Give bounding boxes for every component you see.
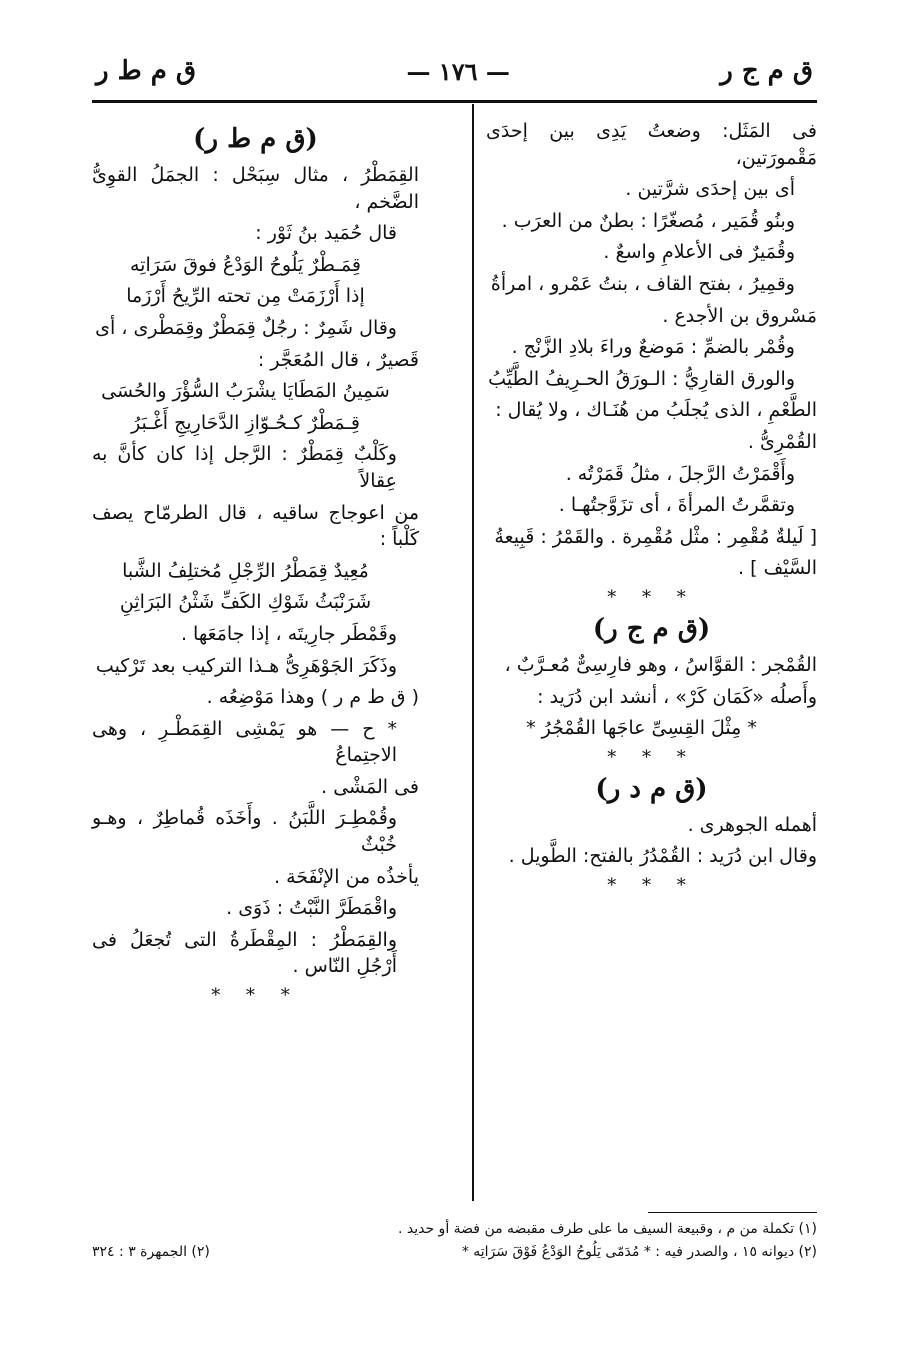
page-number: — ١٧٦ — <box>406 56 510 86</box>
section-title: (ق م ط ر) <box>193 124 318 154</box>
section-separator: * * * <box>607 586 696 608</box>
text-line: وقال ابن دُرَيد : القُمْدُرُ بالفتح: الطَّويل . <box>508 845 817 868</box>
text-line: يأخذُه من الإنْفَحَة . <box>273 865 419 888</box>
section-separator: * * * <box>607 874 696 896</box>
text-line: أهمله الجوهرى . <box>687 813 817 836</box>
text-line: وقُمْطِـرَ اللَّبَنُ . وأَخَذَه قُماطِرٌ ، وهـو خُبْثٌ <box>92 807 397 857</box>
header-rule <box>92 100 817 103</box>
section-title: (ق م ج ر) <box>592 613 711 644</box>
text-line: وذَكَرَ الجَوْهَرِىُّ هـذا التركيب بعد تَرْكيب <box>95 654 397 677</box>
text-line: وأَقْمَرْتُ الرَّجلَ ، مثلُ قَمَرْتُه . <box>565 462 795 485</box>
text-line: فى المَشْى . <box>321 775 419 798</box>
text-line: فى المَثَل: وضعتُ يَدِى بين إحدَى مَقْمورَتين، <box>486 120 817 169</box>
text-line: وأَصلُه «كَمَان كَرْ» ، أنشد ابن دُرَيد : <box>537 685 817 708</box>
text-line: وقمِيرُ ، بفتح القاف ، بنتُ عَمْرو ، امرأةُ <box>490 272 795 295</box>
verse-line: قِمَـطْرٌ يَلُوحُ الوَدْعُ فوقَ سَرَاتِه <box>130 253 361 276</box>
text-line: الطَّعْمِ ، الذى يُجلَبُ من هُنَـاك ، ولا يُقال : <box>495 399 817 422</box>
text-line: قَصيرٌ ، قال المُعَجَّر : <box>257 348 419 371</box>
section-separator: * * * <box>607 746 696 768</box>
footnote-row <box>92 1241 817 1264</box>
verse-line: إذا أَرْزَمَتْ مِن تحته الرِّيحُ أَرْزَما <box>126 285 365 308</box>
text-line: القُمْرِىُّ . <box>747 430 817 453</box>
verse-line: قِـمَطْرٌ كـحُـوّازِ الدَّحَارِيجِ أَغْـبَرُ <box>131 411 360 434</box>
verse-line: شَرَنْبَثُ شَوْكِ الكَفِّ شَثْنُ البَرَاثِنِ <box>119 591 372 614</box>
text-line: وقُمْر بالضمِّ : مَوضعٌ وراءَ بلادِ الزَّنْج . <box>511 336 795 359</box>
page-header <box>96 48 813 94</box>
text-line: * ح — هو يَمْشِى القِمَطْـرِ ، وهى الاجتِماعُ <box>92 717 397 767</box>
section-title: (ق م د ر) <box>595 773 708 804</box>
text-line: قال حُمَيد بنُ ثَوْر : <box>255 222 397 245</box>
text-line: وكَلْبٌ قِمَطْرٌ : الرَّجل إذا كان كأنَّ به عِقالاً <box>92 443 397 492</box>
footnote-rule <box>648 1212 817 1213</box>
text-line: [ لَيلةٌ مُقْمِر : مثْل مُقْمِرة . والقَمْرُ : قَبِيعةُ <box>494 525 817 548</box>
text-line: واقْمَطَرَّ النَّبْتُ : ذَوَى . <box>226 897 397 920</box>
text-line: القِمَطْرُ ، مثال سِبَحْل : الجمَلُ القوِىُّ الضَّخم ، <box>92 164 419 213</box>
verse-line: * مِثْلَ القِسِىِّ عاجَها القُمْجُرُ * <box>526 717 757 740</box>
footnote-3: (٢) الجمهرة ٣ : ٣٢٤ <box>92 1244 210 1261</box>
text-line: والقِمَطْرُ : المِقْطَرةُ التى تُجعَلُ فى أَرْجُلِ النّاس . <box>92 928 397 978</box>
text-line: وقَمْطَر جارِيتَه ، إذا جامَعَها . <box>180 622 397 645</box>
text-line: من اعوجاج ساقيه ، قال الطرمّاح يصف كَلْباً : <box>92 501 419 551</box>
right-column <box>486 118 817 1201</box>
text-line: وقُمَيرٌ فى الأعلامِ واسعٌ . <box>603 241 795 264</box>
text-line: والورق القارِيُّ : الـورَقُ الحـرِيفُ الطَّيِّبُ <box>488 367 795 390</box>
text-line: ( ق ط م ر ) وهذا مَوْضِعُه . <box>206 686 419 709</box>
text-line: وبنُو قُمَير ، مُصغّرًا : بطنٌ من العرَب . <box>501 209 795 232</box>
left-column <box>92 118 419 1201</box>
header-left-root: ق م ط ر <box>96 56 197 86</box>
text-line: مَسْروق بن الأجدع . <box>662 304 817 327</box>
footnotes <box>92 1218 817 1264</box>
section-separator: * * * <box>211 985 300 1007</box>
column-divider <box>472 104 474 1201</box>
text-line: أى بين إحدَى شرَّتين . <box>625 178 795 201</box>
text-line: وتقمَّرتُ المرأةَ ، أى تزَوَّجتُهـا . <box>558 494 795 517</box>
text-line: السَّيْف ] . <box>738 557 817 580</box>
verse-line: مُعِيدٌ قِمَطْرُ الرِّجْلِ مُختلِفُ الشَّبا <box>122 559 369 582</box>
footnote-1: (١) تكملة من م ، وقبيعة السيف ما على طرف مقبضه من فضة أو حديد . <box>397 1221 817 1237</box>
header-right-root: ق م ج ر <box>720 56 813 86</box>
verse-line: سَمِينُ المَطَايَا يشْرَبُ السُّؤْرَ والحُسَى <box>101 380 390 403</box>
text-line: وقال شَمِرٌ : رجُلٌ قِمَطْرٌ وقِمَطْرى ، أى <box>95 316 397 339</box>
text-line: القُمْجر : القوَّاسُ ، وهو فارِسِىٌّ مُعـرَّبٌ ، <box>504 653 817 676</box>
footnote-2: (٢) ديوانه ١٥ ، والصدر فيه : * مُدَمّى يَلُوحُ الوَدْعُ فَوْقَ سَرَاتِه * <box>461 1244 817 1261</box>
